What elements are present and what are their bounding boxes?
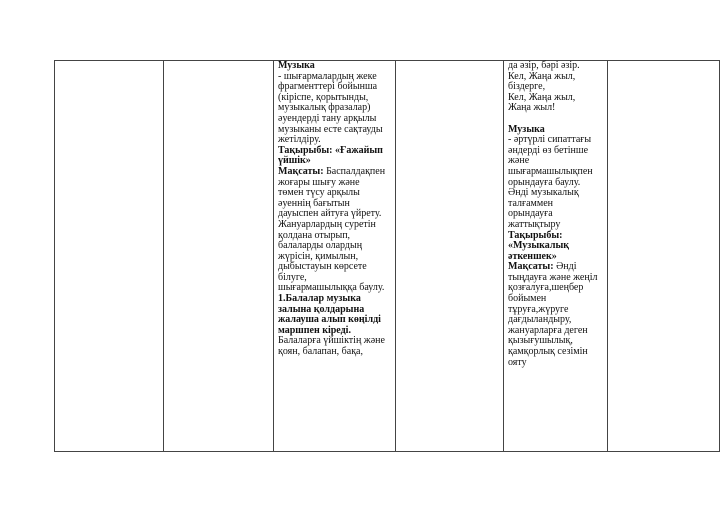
goal-first-words: Әнді [553, 261, 577, 273]
music-description: - әртүрлі сипаттағы әндерді өз бетінше және шығармашылықпен орындауға баулу. Әнді музыкалық талғаммен орындауға жаттықтыру [508, 134, 593, 230]
table-cell-music-lesson [278, 61, 394, 358]
spacer [508, 114, 606, 125]
goal-label: Мақсаты: [508, 261, 554, 273]
music-description: - шығармалардың жеке фрагменттері бойынша (кіріспе, қорытынды, музыкалық фразалар) әуендерді тану арқылы музыканы есте сақтауды жетілдіру. [278, 70, 383, 146]
table-bottom-border [54, 451, 720, 452]
activity-continuation: Балаларға үйшіктің және қоян, балапан, бақа, [278, 335, 385, 358]
goal-description: тыңдауға және жеңіл қозғалуға,шеңбер бойымен тұруға,жүруге дағдыландыру, жануарларға деген қызығушылық, қамқорлық сезімін ояту [508, 271, 598, 368]
table-cell-song-lesson [508, 61, 606, 368]
table-column-border [503, 60, 504, 452]
topic-label: Тақырыбы: «Музыкалық әткеншек» [508, 229, 570, 262]
activity-step: 1.Балалар музыка залына қолдарына жалауша алып көңілді маршпен кіреді. [278, 293, 381, 336]
song-lyrics: да әзір, бәрі әзір. Кел, Жаңа жыл, біздерге, Кел, Жаңа жыл, Жаңа жыл! [508, 60, 580, 114]
table-column-border [607, 60, 608, 452]
music-heading: Музыка [278, 60, 315, 71]
table-column-border [395, 60, 396, 452]
goal-label: Мақсаты: [278, 165, 324, 177]
table-column-border [54, 60, 55, 452]
goal-description: жоғары шығу және төмен түсу арқылы әуеннің бағытын дауыспен айтуға үйрету. Жануарлардың суретін қолдана отырып, балаларды олардың жүрісін, қимылын, дыбыстауын көрсете білуге, шығармашылыққа баулу. [278, 176, 385, 294]
music-heading: Музыка [508, 123, 545, 135]
table-column-border [273, 60, 274, 452]
topic-label: Тақырыбы: «Ғажайып үйшік» [278, 144, 383, 167]
goal-first-words: Баспалдақпен [323, 165, 386, 177]
goal-line [278, 167, 394, 178]
table-column-border [163, 60, 164, 452]
